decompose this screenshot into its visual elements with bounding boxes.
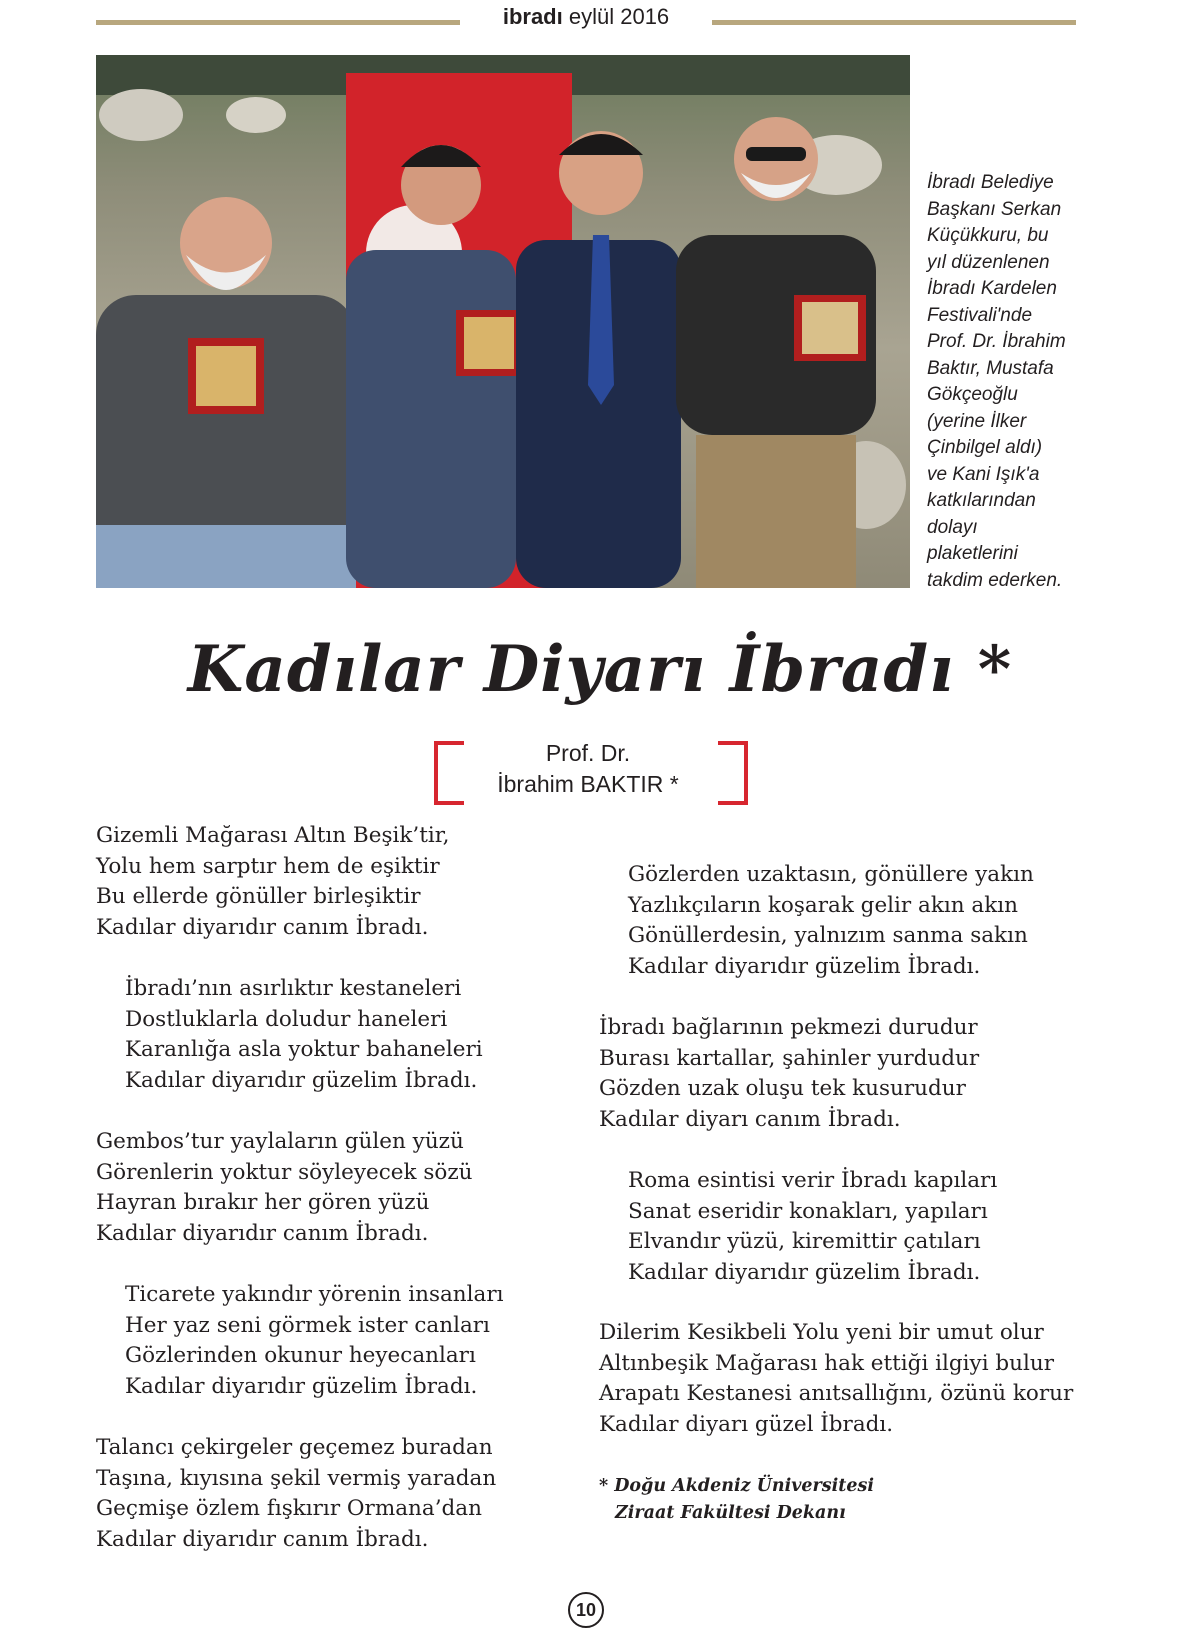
person-blazer <box>346 250 516 588</box>
poem-line: Altınbeşik Mağarası hak ettiği ilgiyi bulur <box>599 1350 1055 1376</box>
author-byline <box>460 738 716 800</box>
poem-line: Kadılar diyarıdır canım İbradı. <box>96 1221 429 1247</box>
poem-line: Ticarete yakındır yörenin insanları <box>125 1282 504 1307</box>
plaque-plate <box>802 302 858 354</box>
author-bracket-right <box>718 741 748 805</box>
poem-stanza <box>599 1013 979 1136</box>
poem-line: İbradı’nın asırlıktır kestaneleri <box>125 976 462 1001</box>
caption-line: İbradı Kardelen <box>927 278 1057 299</box>
author-title: Prof. Dr. <box>545 740 631 766</box>
poem-line: Görenlerin yoktur söyleyecek sözü <box>96 1159 473 1185</box>
poem-line: Kadılar diyarıdır güzelim İbradı. <box>125 1068 478 1094</box>
caption-line: yıl düzenlenen <box>927 251 1050 273</box>
issue-date: eylül 2016 <box>568 4 670 29</box>
author-footnote <box>599 1473 874 1527</box>
caption-line: Küçükkuru, bu <box>927 225 1049 246</box>
caption-line: Başkanı Serkan <box>927 198 1062 220</box>
poem-stanza <box>628 1166 997 1289</box>
award-ceremony-photo <box>96 55 910 588</box>
poem-stanza <box>96 821 450 944</box>
photo-caption <box>927 170 1087 594</box>
poem-line: Kadılar diyarı güzel İbradı. <box>599 1412 894 1438</box>
poem-line: Kadılar diyarıdır canım İbradı. <box>96 1527 429 1553</box>
caption-line: Çinbilgel aldı) <box>927 437 1043 458</box>
jeans <box>96 525 356 588</box>
poem-line: Gözlerden uzaktasın, gönüllere yakın <box>628 862 1034 887</box>
caption-line: Festivali'nde <box>927 304 1033 326</box>
caption-line: ve Kani Işık'a <box>927 463 1040 485</box>
poem-line: Kadılar diyarıdır güzelim İbradı. <box>628 1260 981 1286</box>
poem-line: Karanlığa asla yoktur bahaneleri <box>125 1037 483 1063</box>
poem-line: Gönüllerdesin, yalnızım sanma sakın <box>628 923 1028 949</box>
poem-line: Gizemli Mağarası Altın Beşik’tir, <box>96 823 450 848</box>
poem-line: Kadılar diyarıdır güzelim İbradı. <box>628 954 981 980</box>
page-number: 10 <box>568 1592 604 1628</box>
poem-line: Gembos’tur yaylaların gülen yüzü <box>96 1129 464 1154</box>
poem-line: Yolu hem sarptır hem de eşiktir <box>96 853 440 879</box>
article-title: Kadılar Diyarı İbradı * <box>187 632 1013 707</box>
poem-line: Geçmişe özlem fışkırır Ormana’dan <box>96 1496 482 1522</box>
poem-stanza <box>125 974 483 1097</box>
poem-line: Kadılar diyarıdır canım İbradı. <box>96 915 429 941</box>
caption-line: plaketlerini <box>927 543 1018 564</box>
poem-line: Yazlıkçıların koşarak gelir akın akın <box>628 892 1019 918</box>
poem-line: Dostluklarla doludur haneleri <box>125 1006 448 1032</box>
poem-stanza <box>96 1127 473 1250</box>
header-rule-right <box>712 20 1076 25</box>
caption-line: katkılarından <box>927 490 1036 511</box>
caption-line: Gökçeoğlu <box>927 384 1018 405</box>
poem-line: Hayran bırakır her gören yüzü <box>96 1190 430 1216</box>
trousers <box>696 435 856 588</box>
poem-line: Sanat eseridir konakları, yapıları <box>628 1198 988 1224</box>
poem-line: Talancı çekirgeler geçemez buradan <box>96 1435 493 1460</box>
poem-line: Taşına, kıyısına şekil vermiş yaradan <box>96 1465 497 1491</box>
poem-stanza <box>628 860 1034 983</box>
plaque-plate <box>464 317 514 369</box>
poem-line: Burası kartallar, şahinler yurdudur <box>599 1045 980 1071</box>
magazine-brand: ibradı <box>502 4 563 29</box>
poem-line: Kadılar diyarı canım İbradı. <box>599 1107 901 1133</box>
poem-stanza <box>599 1318 1073 1441</box>
poem-line: Arapatı Kestanesi anıtsallığını, özünü korur <box>599 1381 1074 1407</box>
poem-stanza <box>96 1433 496 1556</box>
poem-line: Her yaz seni görmek ister canları <box>125 1312 490 1338</box>
poem-line: Gözden uzak oluşu tek kusurudur <box>599 1076 966 1102</box>
caption-line: (yerine İlker <box>927 410 1027 432</box>
running-header <box>460 4 712 30</box>
poem-line: Kadılar diyarıdır güzelim İbradı. <box>125 1374 478 1400</box>
rock <box>99 89 183 141</box>
poem-line: Gözlerinden okunur heyecanları <box>125 1343 476 1369</box>
footnote-affiliation: * Doğu Akdeniz Üniversitesi <box>599 1476 874 1496</box>
caption-line: takdim ederken. <box>927 569 1063 591</box>
footnote-faculty: Ziraat Fakültesi Dekanı <box>615 1503 846 1523</box>
author-name: İbrahim BAKTIR * <box>497 771 679 797</box>
caption-line: dolayı <box>927 516 978 538</box>
poem-line: Roma esintisi verir İbradı kapıları <box>628 1168 998 1193</box>
poem-line: Dilerim Kesikbeli Yolu yeni bir umut olur <box>599 1320 1044 1345</box>
caption-line: Prof. Dr. İbrahim <box>927 331 1066 352</box>
caption-line: Baktır, Mustafa <box>927 357 1054 379</box>
plaque-plate <box>196 346 256 406</box>
poem-line: Bu ellerde gönüller birleşiktir <box>96 884 421 910</box>
poem-line: İbradı bağlarının pekmezi durudur <box>599 1015 978 1040</box>
caption-line: İbradı Belediye <box>927 172 1054 193</box>
rock <box>226 97 286 133</box>
sunglasses <box>746 147 806 161</box>
poem-stanza <box>125 1280 504 1403</box>
header-rule-left <box>96 20 460 25</box>
poem-line: Elvandır yüzü, kiremittir çatıları <box>628 1229 981 1255</box>
photo-illustration <box>96 55 910 588</box>
